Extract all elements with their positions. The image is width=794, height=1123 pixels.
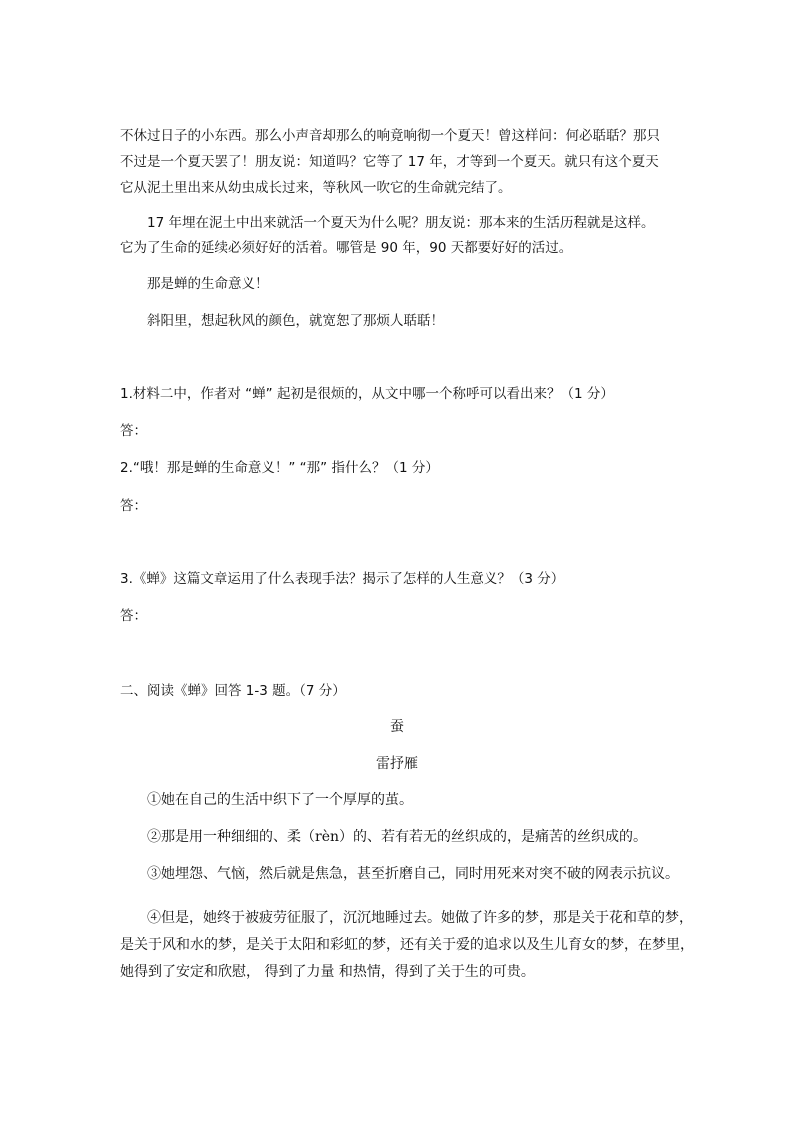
article-paragraph-1: ①她在自己的生活中织下了一个厚厚的茧。 xyxy=(147,792,413,808)
question-3: 3.《蝉》这篇文章运用了什么表现手法？揭示了怎样的人生意义？（3 分） xyxy=(120,571,565,587)
text-line: ④但是，她终于被疲劳征服了，沉沉地睡过去。她做了许多的梦，那是关于花和草的梦， xyxy=(147,910,693,926)
material2-paragraph-4: 斜阳里，想起秋风的颜色，就宽恕了那烦人聒聒！ xyxy=(147,313,444,329)
text-line: 不过是一个夏天罢了！朋友说：知道吗？它等了 17 年，才等到一个夏天。就只有这个夏天 xyxy=(120,154,659,170)
text-line: 它为了生命的延续必须好好的活着。哪管是 90 年，90 天都要好好的活过。 xyxy=(120,240,573,256)
text-line: 它从泥土里出来从幼虫成长过来，等秋风一吹它的生命就完结了。 xyxy=(120,180,512,196)
question-1: 1.材料二中，作者对 “蝉” 起初是很烦的，从文中哪一个称呼可以看出来？（1 分） xyxy=(120,386,614,402)
text-line: 不休过日子的小东西。那么小声音却那么的响竟响彻一个夏天！曾这样问：何必聒聒？那只 xyxy=(120,128,660,144)
answer-label-1: 答： xyxy=(120,423,147,439)
article-paragraph-2: ②那是用一种细细的、柔（rèn）的、若有若无的丝织成的，是痛苦的丝织成的。 xyxy=(147,829,647,845)
material2-paragraph-3: 那是蝉的生命意义！ xyxy=(147,276,269,292)
question-2: 2.“哦！那是蝉的生命意义！” “那” 指什么？（1 分） xyxy=(120,460,439,476)
section-heading: 二、阅读《蝉》回答 1-3 题。（7 分） xyxy=(120,683,346,699)
article-paragraph-3: ③她埋怨、气恼，然后就是焦急，甚至折磨自己，同时用死来对突不破的网表示抗议。 xyxy=(147,866,679,882)
article-author: 雷抒雁 xyxy=(376,756,418,772)
text-line: 是关于风和水的梦，是关于太阳和彩虹的梦，还有关于爱的追求以及生儿育女的梦，在梦里， xyxy=(120,937,694,953)
article-title: 蚕 xyxy=(390,719,404,735)
answer-label-2: 答： xyxy=(120,498,147,514)
text-line: 她得到了安定和欣慰， 得到了力量 和热情，得到了关于生的可贵。 xyxy=(120,964,535,980)
text-line: 17 年埋在泥土中出来就活一个夏天为什么呢？朋友说：那本来的生活历程就是这样。 xyxy=(147,215,655,231)
answer-label-3: 答： xyxy=(120,608,147,624)
